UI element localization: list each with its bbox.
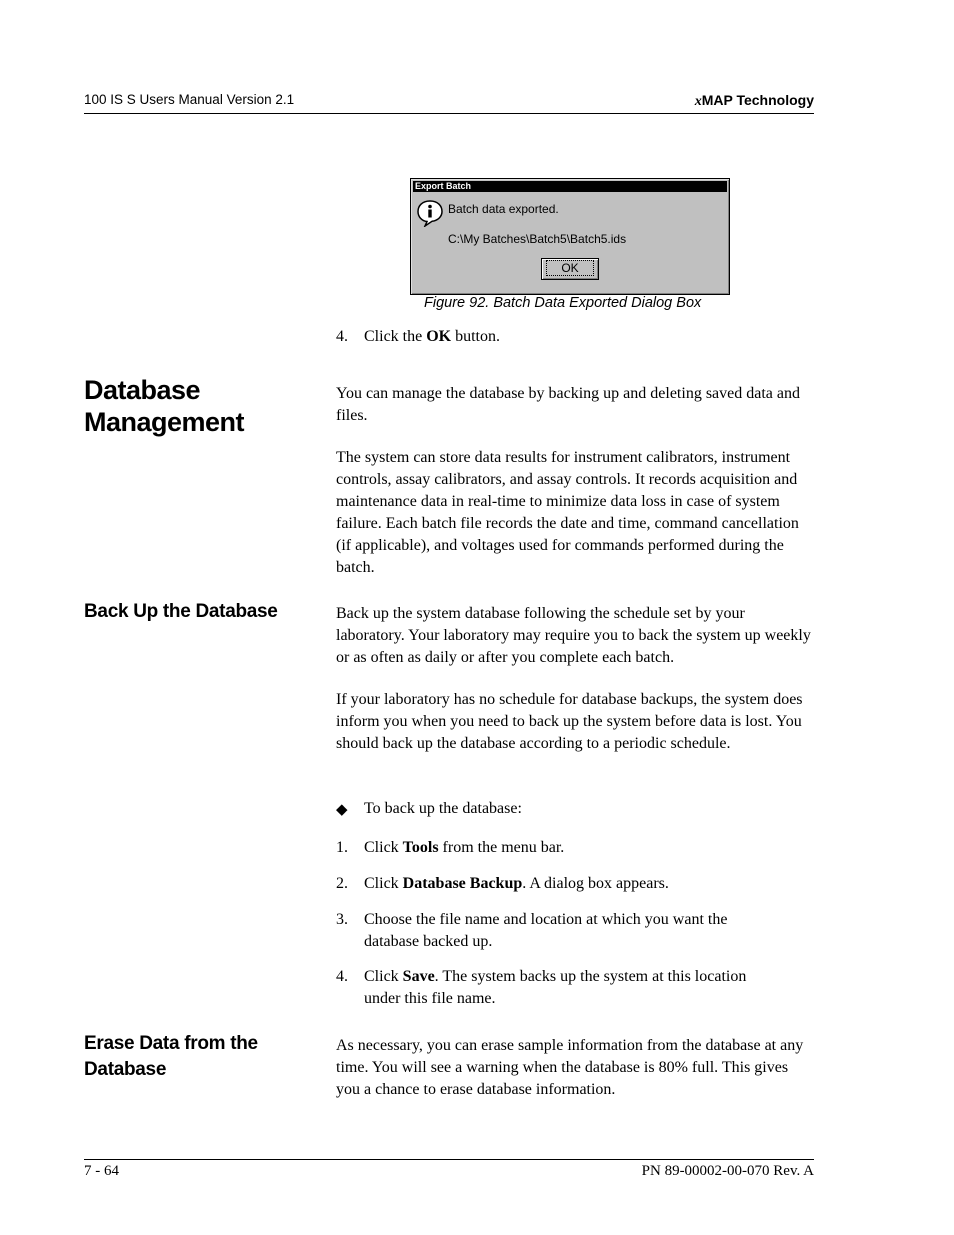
heading-line-2: Management — [84, 407, 245, 437]
footer-rule — [84, 1159, 814, 1160]
dialog-title: Export Batch — [413, 181, 727, 192]
paragraph: You can manage the database by backing up and deleting saved data and files. — [336, 385, 800, 424]
paragraph: If your laboratory has no schedule for database backups, the system does inform you when you need to back up the system before data is lost. You should back up the database according to a periodic schedule. — [336, 691, 803, 752]
step-click-ok — [336, 326, 814, 348]
step-text: Click the — [364, 328, 427, 345]
step-number: 4. — [336, 968, 348, 985]
ok-button-label: OK — [546, 260, 593, 276]
part-number: PN 89-00002-00-070 Rev. A — [641, 1163, 814, 1179]
paragraph: The system can store data results for instrument calibrators, instrument controls, assay calibrators, and assay controls. It records acquisition and maintenance data in real-time to minimize data loss in case of system failure. Each batch file records the date and time, command cancellation (if applicable), and voltages used for commands performed during the batch. — [336, 449, 799, 576]
step-number: 1. — [336, 839, 348, 856]
dialog-message: Batch data exported. — [448, 202, 559, 216]
procedure-intro: To back up the database: — [364, 800, 522, 817]
export-batch-dialog — [410, 178, 730, 295]
step-bold-text: Tools — [402, 839, 439, 856]
list-item — [336, 909, 814, 953]
list-item — [336, 837, 814, 859]
step-text-end: . A dialog box appears. — [522, 875, 669, 892]
diamond-bullet-icon: ◆ — [336, 802, 348, 818]
info-icon — [416, 199, 444, 227]
step-text-end: button. — [451, 328, 500, 345]
step-number: 2. — [336, 875, 348, 892]
ok-button[interactable] — [541, 258, 599, 280]
header-rule — [84, 113, 814, 114]
running-header-brand — [695, 92, 814, 110]
section-heading-backup: Back Up the Database — [84, 601, 278, 622]
step-bold-text: Database Backup — [402, 875, 523, 892]
step-bold-text: Save — [402, 968, 435, 985]
brand-name: MAP Technology — [701, 92, 814, 108]
step-number: 4. — [336, 328, 348, 345]
figure-caption: Figure 92. Batch Data Exported Dialog Box — [424, 295, 702, 311]
step-text: Click — [364, 839, 403, 856]
heading-line-1: Database — [84, 375, 201, 405]
step-bold-text: OK — [426, 328, 452, 345]
page-number: 7 - 64 — [84, 1163, 119, 1179]
step-number: 3. — [336, 911, 348, 928]
dialog-file-path: C:\My Batches\Batch5\Batch5.ids — [448, 232, 627, 246]
paragraph: As necessary, you can erase sample information from the database at any time. You will see a warning when the database is 80% full. This gives you a chance to erase database information. — [336, 1037, 804, 1098]
step-text-end: from the menu bar. — [438, 839, 565, 856]
step-text: Click — [364, 875, 403, 892]
list-item — [336, 873, 814, 895]
paragraph: Back up the system database following the schedule set by your laboratory. Your laboratory may require you to back the system up weekly or as often as daily or after you complete each batch. — [336, 605, 811, 666]
section-heading-erase: Erase Data from the Database — [84, 1033, 258, 1080]
brand-prefix: x — [694, 94, 702, 109]
step-text: Choose the file name and location at which you want the database backed up. — [364, 911, 728, 950]
step-text: Click — [364, 968, 403, 985]
section-heading-database-management — [84, 374, 244, 438]
step-text-end: . The system backs up the system at this location under this file name. — [364, 968, 747, 1007]
running-header-title: 100 IS S Users Manual Version 2.1 — [84, 92, 295, 107]
list-item — [336, 966, 814, 1010]
